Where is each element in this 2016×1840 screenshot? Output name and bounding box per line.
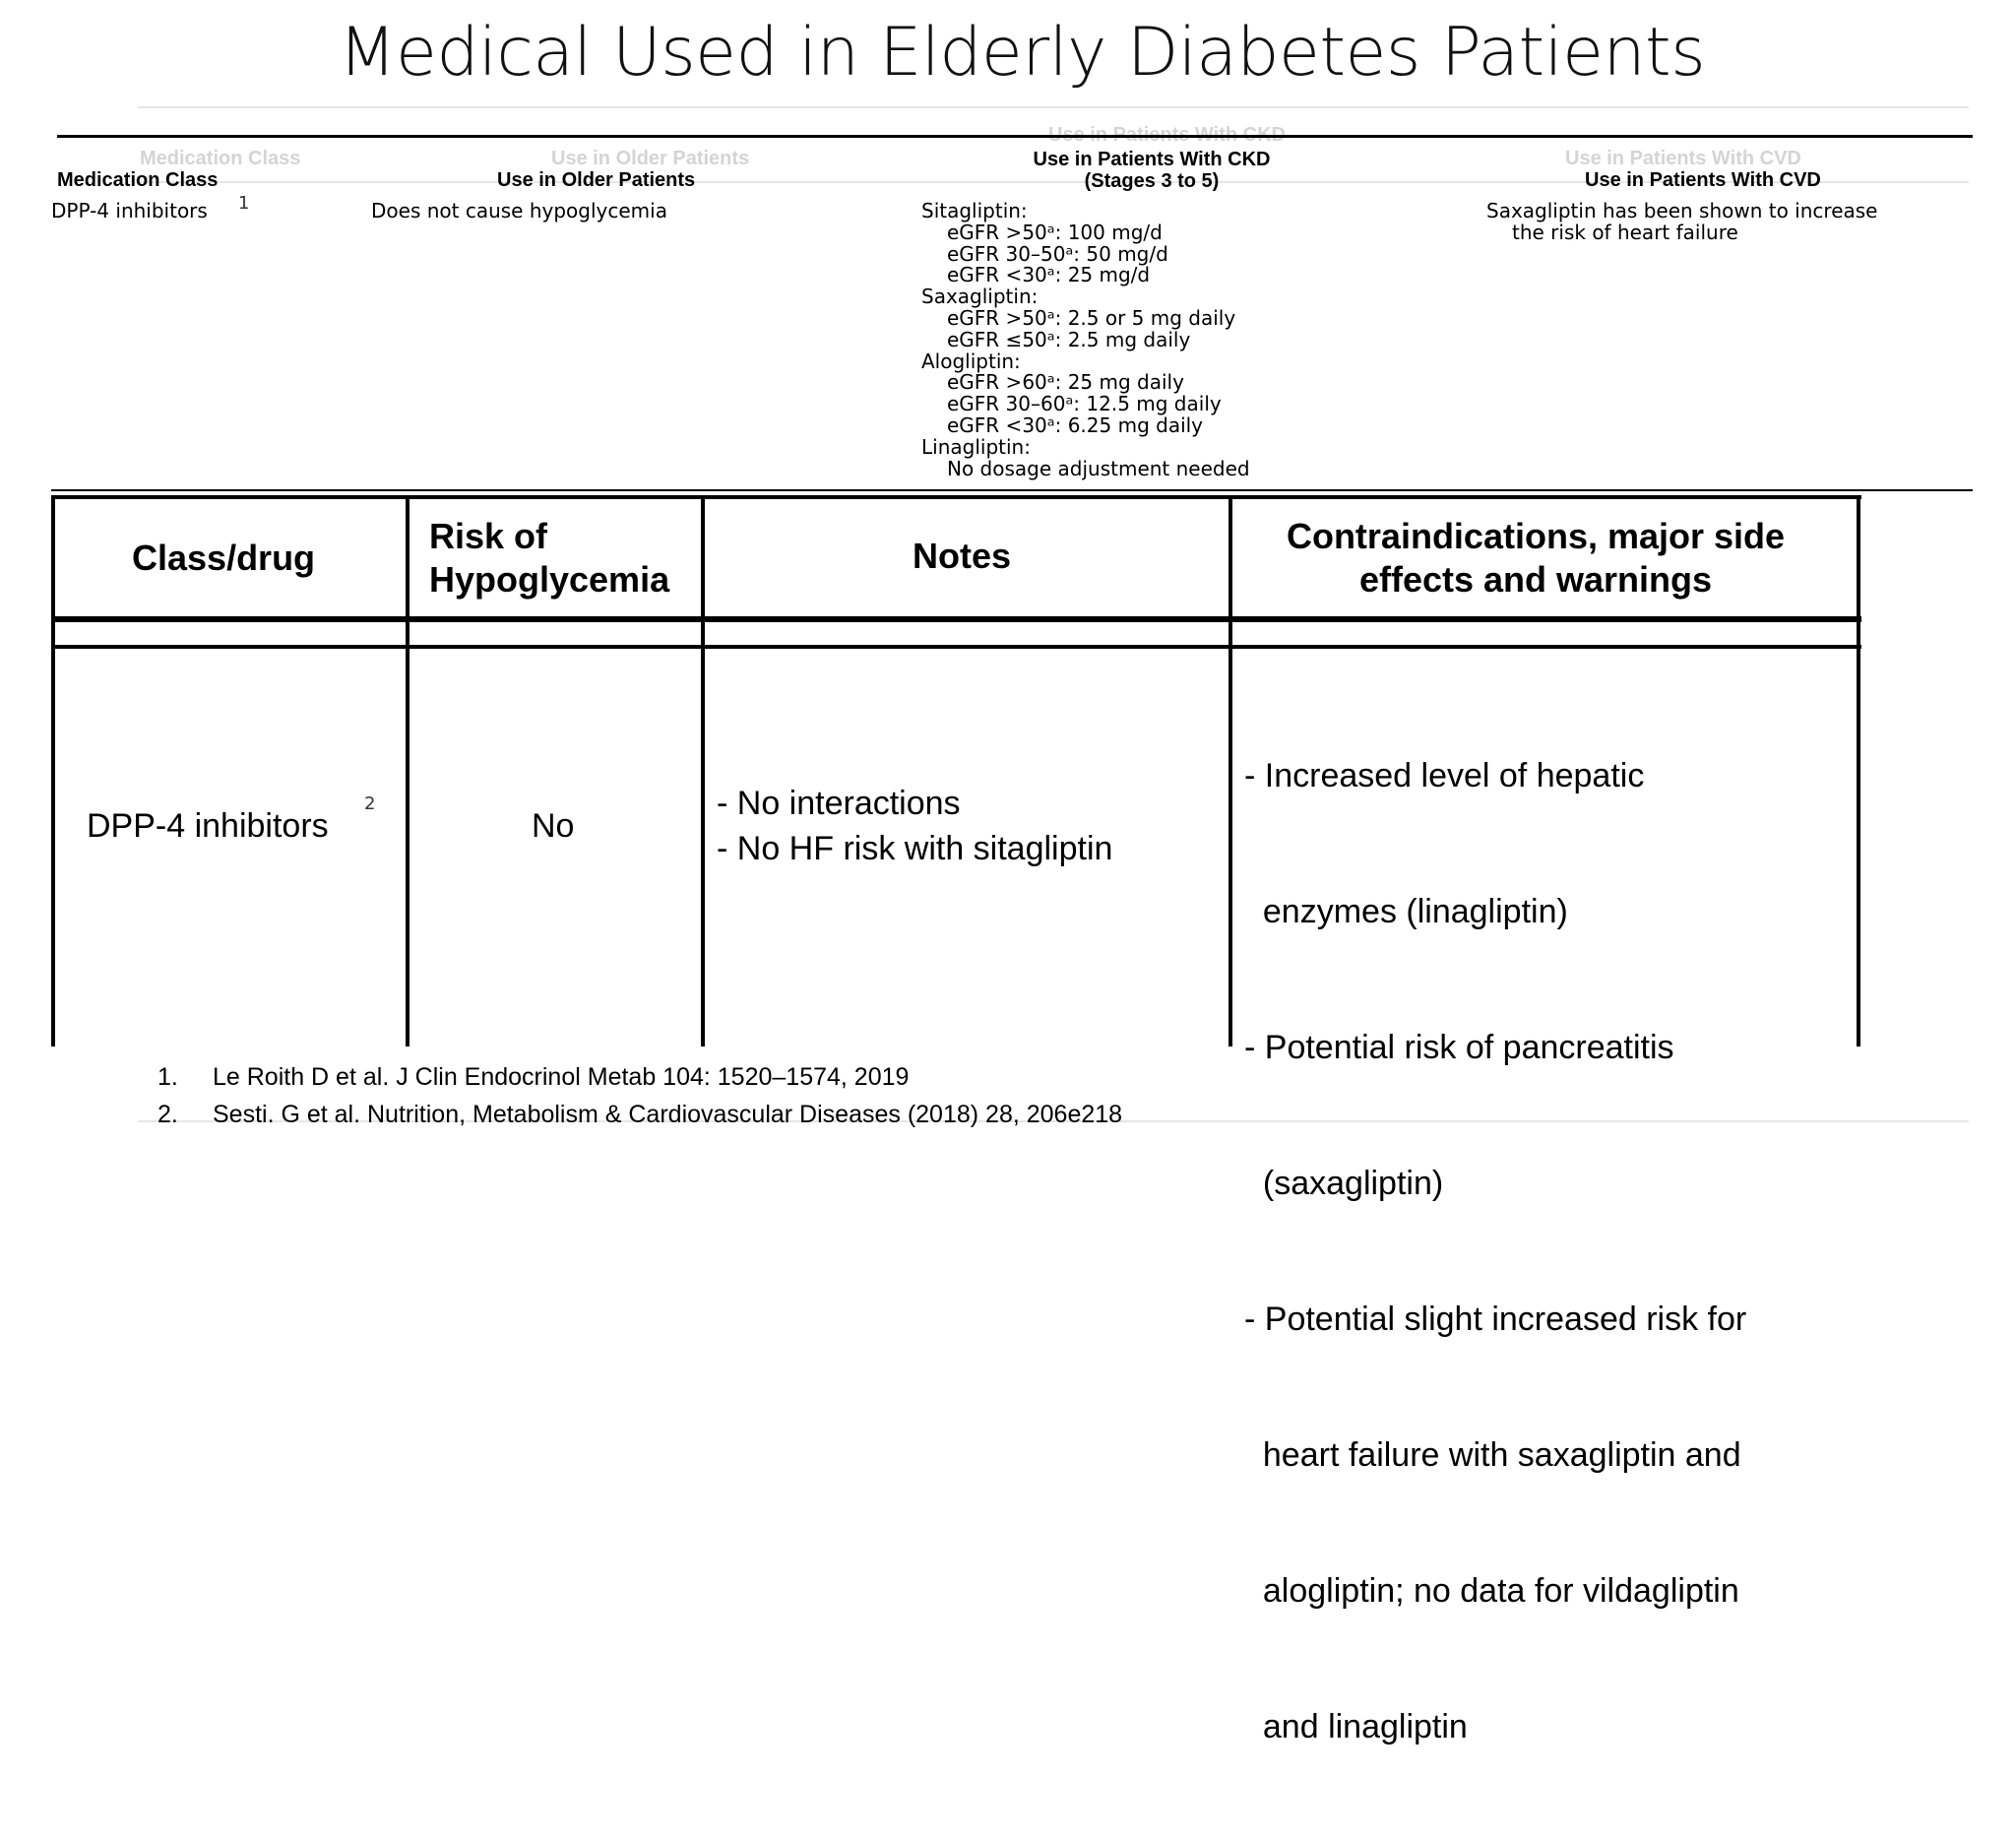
upper-row-cvd [1486,201,1877,244]
lower-header-contra-line1: Contraindications, major side [1286,516,1786,556]
contra-line-1: - Increased level of hepatic [1244,757,1645,794]
lower-header-notes: Notes [913,536,1012,576]
upper-row-ref: 1 [238,193,250,214]
lower-header-risk-line1: Risk of [429,516,548,556]
lower-header-class: Class/drug [132,538,316,578]
ckd-alogliptin: Alogliptin: [921,349,1021,373]
contra-line-6: heart failure with saxagliptin and [1244,1436,1741,1474]
reference-2 [158,1096,1122,1133]
contra-line-7: alogliptin; no data for vildagliptin [1244,1572,1739,1610]
upper-header-ckd [1029,149,1275,192]
ckd-sitagliptin: Sitagliptin: [921,199,1028,222]
lower-row-contra [1244,663,1746,1840]
reference-2-text: Sesti. G et al. Nutrition, Metabolism & Cardiovascular Diseases (2018) 28, 206e218 [213,1101,1123,1128]
contra-line-5: - Potential slight increased risk for [1244,1301,1747,1338]
cvd-line-2: the risk of heart failure [1512,220,1738,244]
ckd-saxagliptin: Saxagliptin: [921,285,1039,309]
ghost-header-class: Medication Class [140,148,301,169]
ckd-alogliptin-2: eGFR 30–60ᵃ: 12.5 mg daily [947,392,1222,416]
upper-header-cvd: Use in Patients With CVD [1585,169,1821,191]
notes-item-2: - No HF risk with sitagliptin [717,830,1113,867]
upper-row-older: Does not cause hypoglycemia [371,199,667,222]
contra-line-4: (saxagliptin) [1244,1165,1444,1202]
contra-line-3: - Potential risk of pancreatitis [1244,1029,1674,1066]
ckd-linagliptin: Linagliptin: [921,434,1031,459]
upper-row-class: DPP-4 inhibitors [51,199,208,222]
lower-table-header-rule [51,616,1861,622]
upper-header-ckd-line2: (Stages 3 to 5) [1084,170,1220,192]
lower-row-class: DPP-4 inhibitors [87,807,329,845]
ckd-alogliptin-1: eGFR >60ᵃ: 25 mg daily [947,370,1184,395]
upper-header-class: Medication Class [57,169,219,191]
reference-1-number: 1. [158,1063,178,1091]
lower-row-ref: 2 [364,793,376,814]
ckd-sitagliptin-2: eGFR 30–50ᵃ: 50 mg/d [947,241,1168,266]
lower-table-right-border [1857,495,1860,1047]
lower-table-header-rule-2 [51,645,1861,649]
upper-header-ckd-line1: Use in Patients With CKD [1033,149,1271,170]
upper-header-older: Use in Older Patients [497,169,696,191]
ghost-header-cvd: Use in Patients With CVD [1565,148,1801,169]
ckd-linagliptin-1: No dosage adjustment needed [947,456,1250,480]
ghost-header-older: Use in Older Patients [551,148,750,169]
ckd-alogliptin-3: eGFR <30ᵃ: 6.25 mg daily [947,412,1204,437]
notes-item-1: - No interactions [717,785,961,822]
lower-header-risk [429,515,669,602]
lower-table-col-divider-1 [406,495,410,1047]
lower-header-contra [1280,515,1792,602]
ckd-saxagliptin-1: eGFR >50ᵃ: 2.5 or 5 mg daily [947,305,1236,330]
contra-line-8: and linagliptin [1244,1708,1468,1745]
ckd-sitagliptin-1: eGFR >50ᵃ: 100 mg/d [947,220,1163,244]
lower-table-left-border [51,495,55,1047]
references [158,1058,1122,1133]
upper-table-top-rule [57,135,1973,138]
ckd-sitagliptin-3: eGFR <30ᵃ: 25 mg/d [947,263,1151,287]
lower-table-top-border [51,495,1861,499]
lower-header-contra-line2: effects and warnings [1358,559,1713,600]
contra-line-2: enzymes (linagliptin) [1244,893,1568,930]
lower-row-risk: No [532,807,575,845]
slide-title: Medical Used in Elderly Diabetes Patients [338,14,1706,92]
lower-table-col-divider-3 [1228,495,1232,1047]
cvd-line-1: Saxagliptin has been shown to increase [1486,199,1878,222]
ckd-saxagliptin-2: eGFR ≤50ᵃ: 2.5 mg daily [947,327,1191,351]
lower-table-col-divider-2 [701,495,705,1047]
upper-table-bottom-rule [51,489,1973,491]
lower-row-notes [717,781,1112,871]
lower-header-risk-line2: Hypoglycemia [429,559,670,600]
reference-1 [158,1058,1122,1096]
reference-1-text: Le Roith D et al. J Clin Endocrinol Metab 104: 1520–1574, 2019 [213,1063,910,1091]
upper-row-ckd [921,201,1250,479]
reference-2-number: 2. [158,1101,178,1128]
